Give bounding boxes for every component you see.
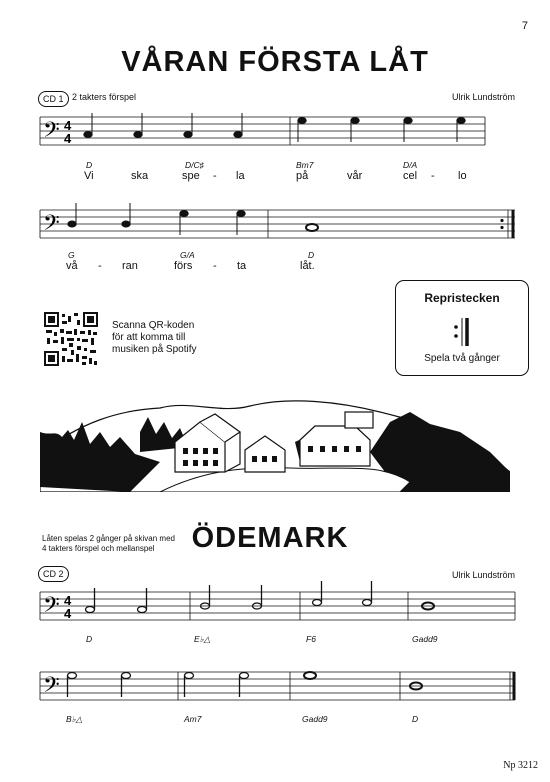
svg-text:4: 4 <box>64 593 72 608</box>
note <box>234 132 242 138</box>
staff-song1-line2 <box>0 198 550 258</box>
chord-label: F6 <box>306 634 316 644</box>
chord-label: D/A <box>403 160 418 170</box>
chord-label: D <box>308 250 315 260</box>
half-note <box>86 607 95 613</box>
note <box>404 118 412 124</box>
lyric: - <box>213 260 217 272</box>
note <box>122 221 130 227</box>
staff-song2-line2 <box>0 660 550 720</box>
page-number: 7 <box>521 20 528 32</box>
lyric: på <box>296 170 309 182</box>
lyric: cel <box>403 170 418 182</box>
chord-label: G/A <box>180 250 195 260</box>
staff-song2-line1 <box>0 580 550 640</box>
half-note <box>185 673 194 679</box>
note <box>351 118 359 124</box>
chord-label: G <box>68 250 75 260</box>
svg-text:4: 4 <box>64 131 72 146</box>
svg-text:4: 4 <box>64 606 72 621</box>
half-note <box>122 673 131 679</box>
lyric: - <box>431 170 435 182</box>
half-note <box>363 600 372 606</box>
winter-landscape-illustration <box>40 392 510 492</box>
note <box>134 132 142 138</box>
qr-text-line: musiken på Spotify <box>112 344 197 355</box>
song-title-2: ÖDEMARK <box>191 522 349 554</box>
whole-note <box>306 224 318 231</box>
note <box>184 132 192 138</box>
bass-clef-icon: 𝄢 <box>43 211 60 241</box>
chord-label: D <box>86 634 93 644</box>
half-note <box>240 673 249 679</box>
chord-label: Am7 <box>184 714 202 724</box>
repeat-sign-icon <box>451 317 475 347</box>
chord-label: Gadd9 <box>302 714 328 724</box>
chord-label: B♭△ <box>66 714 83 724</box>
description-line: 4 takters förspel och mellanspel <box>42 544 155 553</box>
chord-label: D/C♯ <box>185 160 204 170</box>
lyric: låt. <box>300 260 315 272</box>
bass-clef-icon: 𝄢 <box>43 118 60 148</box>
note <box>457 118 465 124</box>
composer-1: Ulrik Lundström <box>452 92 516 102</box>
chord-label: Gadd9 <box>412 634 438 644</box>
qr-code-icon[interactable] <box>44 312 98 366</box>
bass-clef-icon: 𝄢 <box>43 593 60 623</box>
lyric: ska <box>131 170 149 182</box>
composer-2: Ulrik Lundström <box>452 570 516 580</box>
lyric: vår <box>347 170 363 182</box>
half-note <box>68 673 77 679</box>
whole-note <box>304 672 316 679</box>
note <box>298 118 306 124</box>
chord-label: D <box>412 714 419 724</box>
note <box>68 221 76 227</box>
lyric: ta <box>237 260 247 272</box>
lyric: la <box>236 170 245 182</box>
song-title-1: VÅRAN FÖRSTA LÅT <box>121 46 429 78</box>
chord-label: D <box>86 160 93 170</box>
lyric: ran <box>122 260 138 272</box>
half-note <box>313 600 322 606</box>
lyric: Vi <box>84 170 94 182</box>
lyric: förs <box>174 260 193 272</box>
note <box>84 132 92 138</box>
lyric: lo <box>458 170 467 182</box>
repeat-box-caption: Spela två gånger <box>424 353 500 364</box>
svg-text:4: 4 <box>64 118 72 133</box>
qr-text-line: Scanna QR-koden <box>112 320 195 331</box>
note <box>237 211 245 217</box>
repeat-box-title: Repristecken <box>424 291 500 305</box>
lyric: - <box>213 170 217 182</box>
publisher-number: Np 3212 <box>503 760 538 771</box>
cd-badge-2: CD 2 <box>38 566 69 582</box>
note <box>180 211 188 217</box>
lyric: - <box>98 260 102 272</box>
half-note <box>138 607 147 613</box>
repeat-sign-box <box>395 280 529 376</box>
lyric: spe <box>182 170 200 182</box>
qr-instructions <box>112 320 222 356</box>
qr-text-line: för att komma till <box>112 332 186 343</box>
intro-note-1: 2 takters förspel <box>72 92 137 102</box>
chord-label: Bm7 <box>296 160 314 170</box>
chord-label: E♭△ <box>194 634 211 644</box>
description-line: Låten spelas 2 gånger på skivan med <box>42 534 175 543</box>
lyric: vå <box>66 260 78 272</box>
cd-badge-1: CD 1 <box>38 91 69 107</box>
bass-clef-icon: 𝄢 <box>43 673 60 703</box>
